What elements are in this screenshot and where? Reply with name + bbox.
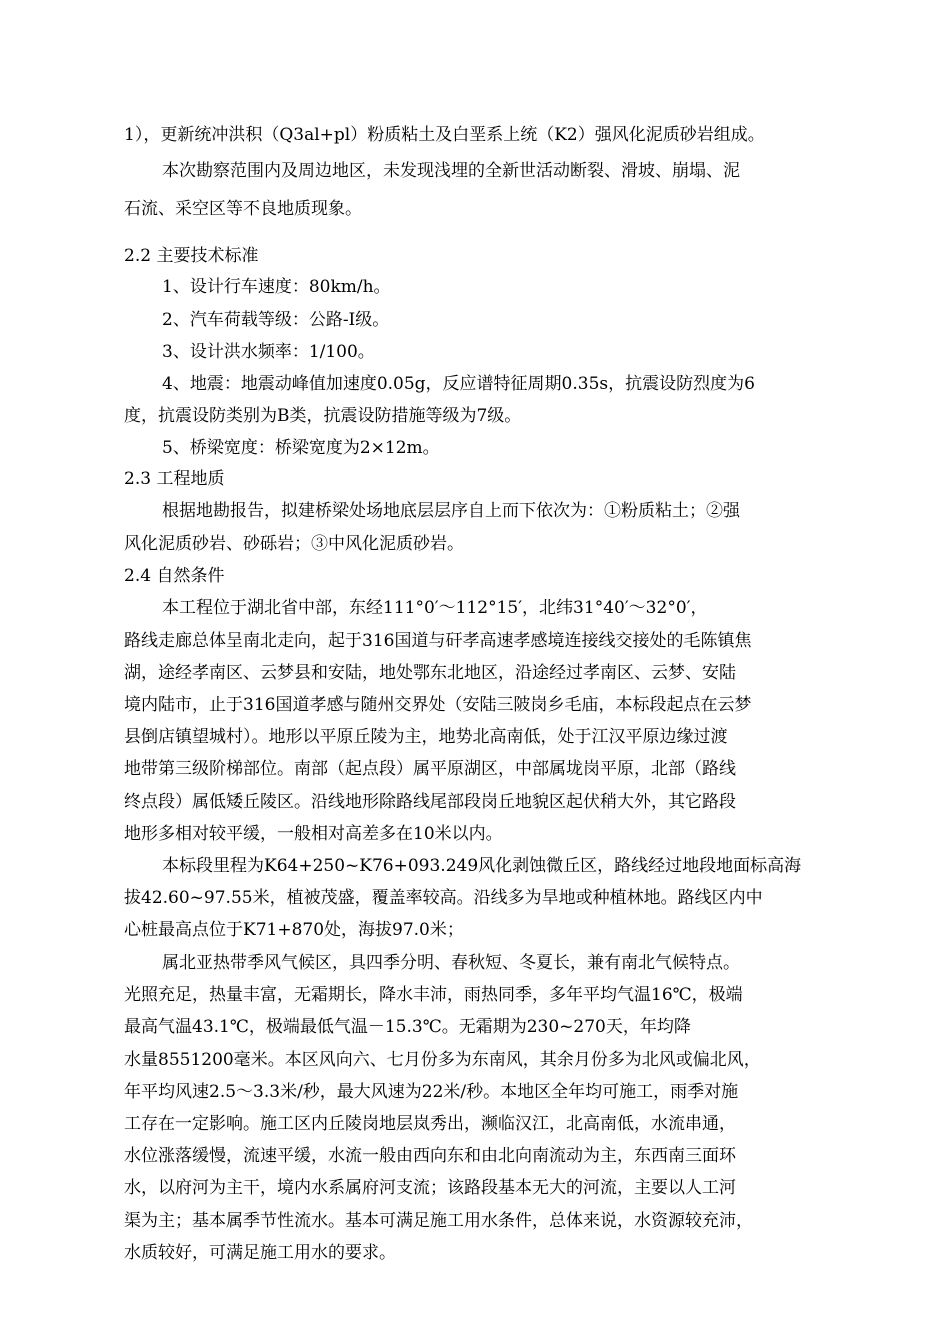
list-item: 1、设计行车速度：80km/h。 xyxy=(162,277,391,297)
section-heading: 2.4 自然条件 xyxy=(124,566,225,586)
paragraph-line: 工存在一定影响。施工区内丘陵岗地层岚秀出，濒临汉江，北高南低，水流串通， xyxy=(124,1114,736,1134)
paragraph-line: 风化泥质砂岩、砂砾岩；③中风化泥质砂岩。 xyxy=(124,534,464,554)
paragraph-line: 属北亚热带季风气候区，具四季分明、春秋短、冬夏长，兼有南北气候特点。 xyxy=(162,953,740,973)
paragraph-line: 光照充足，热量丰富，无霜期长，降水丰沛，雨热同季，多年平均气温16℃，极端 xyxy=(124,985,743,1005)
list-item: 2、汽车荷载等级：公路-I级。 xyxy=(162,310,390,330)
paragraph-line: 年平均风速2.5～3.3米/秒，最大风速为22米/秒。本地区全年均可施工，雨季对施 xyxy=(124,1082,739,1102)
paragraph-line: 路线走廊总体呈南北走向，起于316国道与矸孝高速孝感境连接线交接处的毛陈镇焦 xyxy=(124,631,752,651)
paragraph-line: 石流、采空区等不良地质现象。 xyxy=(124,199,362,219)
paragraph-line: 地带第三级阶梯部位。南部（起点段）属平原湖区，中部属垅岗平原，北部（路线 xyxy=(124,759,736,779)
section-heading: 2.2 主要技术标准 xyxy=(124,246,259,266)
paragraph-line: 境内陆市，止于316国道孝感与随州交界处（安陆三陂岗乡毛庙，本标段起点在云梦 xyxy=(124,695,752,715)
paragraph-line: 拔42.60~97.55米，植被茂盛，覆盖率较高。沿线多为旱地或种植林地。路线区内中 xyxy=(124,888,763,908)
paragraph-line: 度，抗震设防类别为B类，抗震设防措施等级为7级。 xyxy=(124,406,522,426)
paragraph-line: 水位涨落缓慢，流速平缓，水流一般由西向东和由北向南流动为主，东西南三面环 xyxy=(124,1146,736,1166)
paragraph-line: 地形多相对较平缓，一般相对高差多在10米以内。 xyxy=(124,824,503,844)
paragraph-line: 1），更新统冲洪积（Q3al+pl）粉质粘土及白垩系上统（K2）强风化泥质砂岩组成。 xyxy=(124,125,765,145)
paragraph-line: 本次勘察范围内及周边地区，未发现浅埋的全新世活动断裂、滑坡、崩塌、泥 xyxy=(162,161,740,181)
paragraph-line: 水质较好，可满足施工用水的要求。 xyxy=(124,1243,396,1263)
list-item: 4、地震：地震动峰值加速度0.05g，反应谱特征周期0.35s，抗震设防烈度为6 xyxy=(162,374,755,394)
paragraph-line: 水，以府河为主干，境内水系属府河支流；该路段基本无大的河流，主要以人工河 xyxy=(124,1178,736,1198)
list-item: 3、设计洪水频率：1/100。 xyxy=(162,342,375,362)
list-item: 5、桥梁宽度：桥梁宽度为2×12m。 xyxy=(162,438,440,458)
paragraph-line: 湖，途经孝南区、云梦县和安陆，地处鄂东北地区，沿途经过孝南区、云梦、安陆 xyxy=(124,663,736,683)
paragraph-line: 渠为主；基本属季节性流水。基本可满足施工用水条件，总体来说，水资源较充沛， xyxy=(124,1211,753,1231)
paragraph-line: 最高气温43.1℃，极端最低气温－15.3℃。无霜期为230~270天，年均降 xyxy=(124,1017,691,1037)
paragraph-line: 本标段里程为K64+250~K76+093.249风化剥蚀微丘区，路线经过地段地面标高海 xyxy=(162,856,802,876)
paragraph-line: 心桩最高点位于K71+870处，海拔97.0米； xyxy=(124,920,464,940)
paragraph-line: 县倒店镇望城村）。地形以平原丘陵为主，地势北高南低，处于江汉平原边缘过渡 xyxy=(124,727,728,747)
paragraph-line: 水量8551200毫米。本区风向六、七月份多为东南风，其余月份多为北风或偏北风， xyxy=(124,1050,761,1070)
section-heading: 2.3 工程地质 xyxy=(124,469,225,489)
paragraph-line: 终点段）属低矮丘陵区。沿线地形除路线尾部段岗丘地貌区起伏稍大外，其它路段 xyxy=(124,792,736,812)
paragraph-line: 本工程位于湖北省中部，东经111°0′～112°15′，北纬31°40′～32°0′， xyxy=(162,598,708,618)
paragraph-line: 根据地勘报告，拟建桥梁处场地底层层序自上而下依次为：①粉质粘土；②强 xyxy=(162,501,740,521)
